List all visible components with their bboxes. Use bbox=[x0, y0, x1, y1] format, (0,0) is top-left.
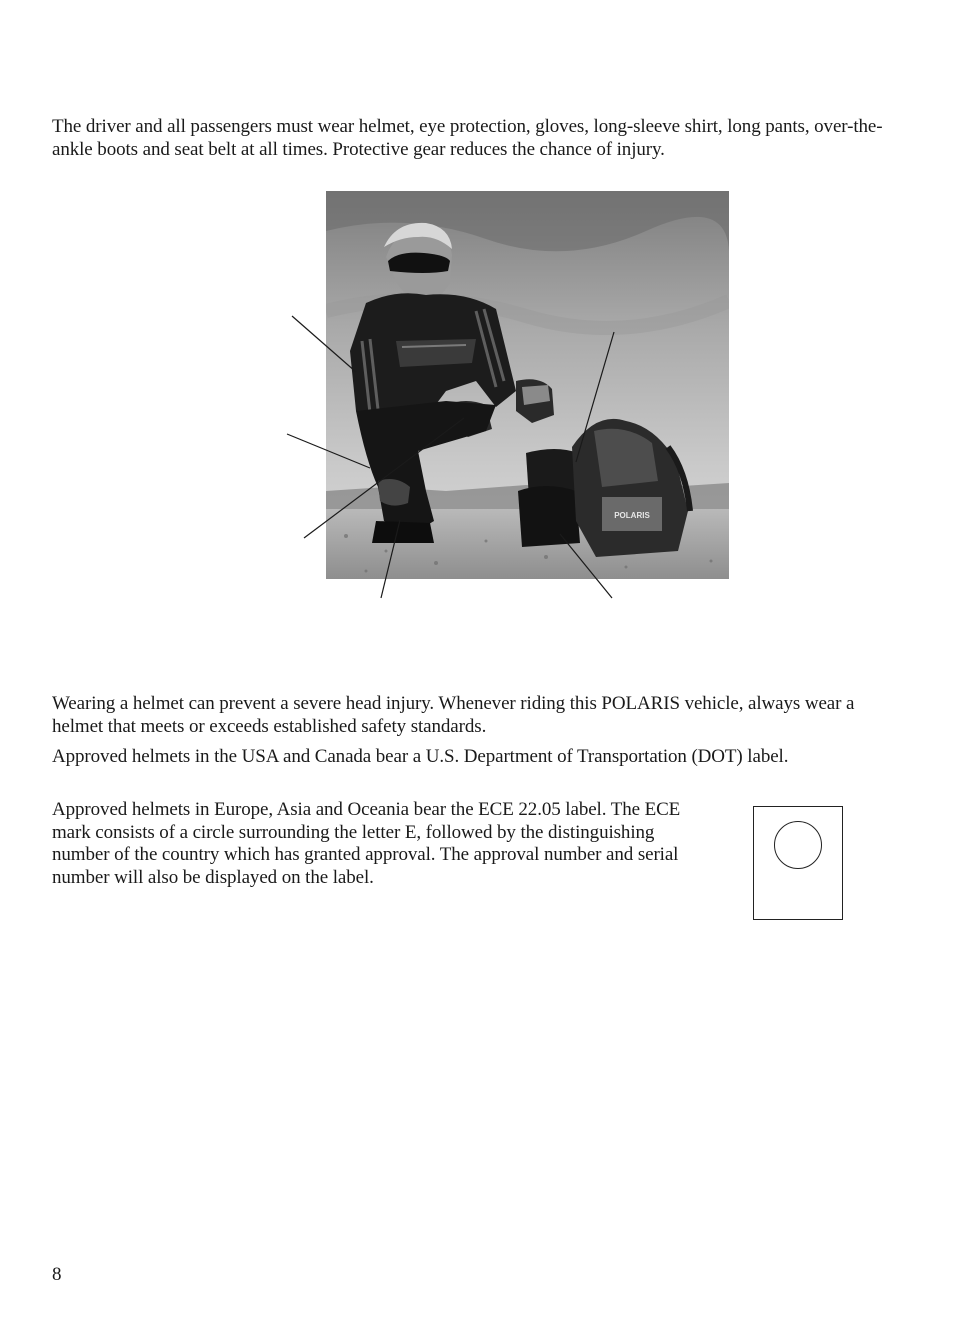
page-number: 8 bbox=[52, 1264, 62, 1285]
ece-label-figure bbox=[753, 806, 843, 920]
bag-brand-logo: POLARIS bbox=[614, 511, 650, 520]
rider-in-gear-illustration bbox=[326, 191, 729, 579]
helmet-paragraph-2: Approved helmets in the USA and Canada bear a U.S. Department of Transportation (DOT) label. bbox=[52, 746, 789, 767]
helmet-paragraph-3: Approved helmets in Europe, Asia and Oceania bear the ECE 22.05 label. The ECE mark consists of a circle surrounding the letter E, followed by the distinguishing number of the country which has granted approval. The approval number and serial number will also be displayed on the label. bbox=[52, 799, 681, 888]
intro-paragraph: The driver and all passengers must wear helmet, eye protection, gloves, long-sleeve shirt, long pants, over-the-ankle boots and seat belt at all times. Protective gear reduces the chance of injury. bbox=[52, 116, 883, 160]
ece-circle-mark bbox=[774, 821, 822, 869]
helmet-paragraph-1: Wearing a helmet can prevent a severe head injury. Whenever riding this POLARIS vehicle, always wear a helmet that meets or exceeds established safety standards. bbox=[52, 693, 855, 737]
protective-gear-photo bbox=[326, 191, 729, 579]
